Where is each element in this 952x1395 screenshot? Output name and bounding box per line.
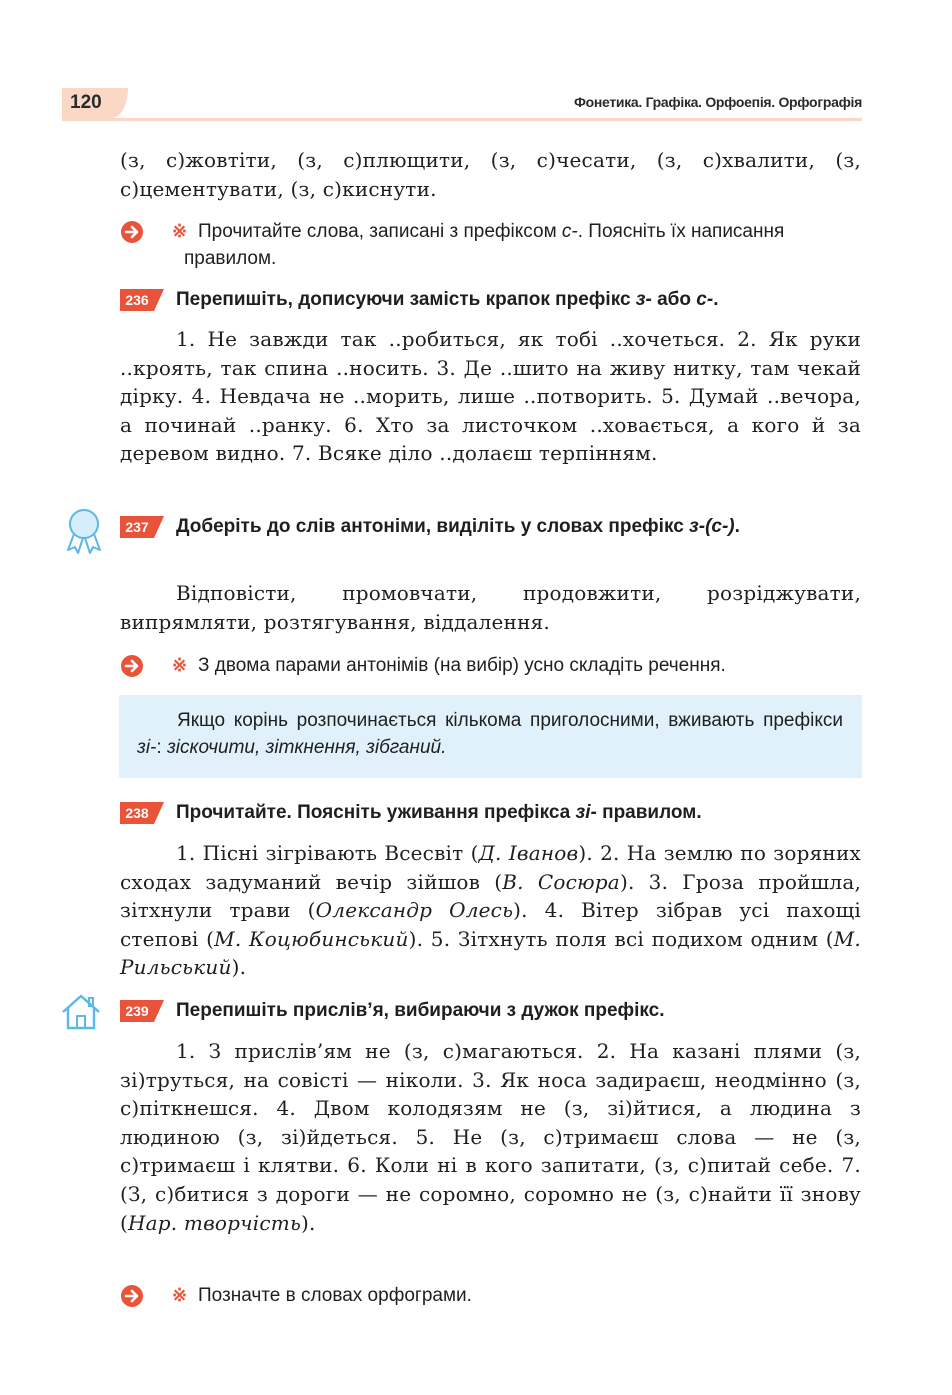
rule-examples: зіскочити, зіткнення, зібганий.: [166, 737, 447, 758]
task-instruction: [176, 800, 861, 825]
task-number: 237: [125, 519, 149, 535]
task-number-badge: [120, 1000, 164, 1022]
sentence: 1. Пісні зігрівають Всесвіт (: [176, 841, 479, 865]
running-title: Фонетика. Графіка. Орфоепія. Орфографія: [573, 94, 862, 110]
instruction-part: правилом.: [596, 802, 702, 823]
author-name: В. Сосюра: [502, 869, 620, 894]
house-icon: [60, 993, 102, 1031]
arrow-right-circle-icon: [120, 1284, 144, 1308]
proverbs: 1. З прислів’ям не (з, с)магаються. 2. На казані плями (з, зі)труться, на совісті — ніколи. 3. Як носа задираєш, неодмінно (з, с)піткнешся. 4. Двом колодязям не (з, зі)йтися, а людина з людиною (з, зі)йдеться. 5. Не (з, с)тримаєш слова — не (з, с)тримаєш і клятви. 6. Коли ні в кого запитати, (з, с)питай себе. 7. (З, с)битися з дороги — не соромно, соромно не (з, с)найти її знову (: [120, 1039, 861, 1235]
exercise-continuation: [120, 146, 861, 203]
note-text: Позначте в словах орфограми.: [198, 1285, 472, 1306]
note-text-part: . Поясніть їх написання правилом.: [184, 221, 785, 269]
sentence: ).: [231, 955, 247, 980]
note-text-part: Прочитайте слова, записані з префіксом: [198, 221, 562, 242]
author-name: Олександр Олесь: [315, 898, 514, 923]
sentence-end: ).: [301, 1210, 316, 1235]
task-mark-icon: ※: [172, 221, 188, 241]
rule-text: [137, 707, 843, 761]
task-instruction: [176, 514, 861, 539]
arrow-right-circle-icon: [120, 220, 144, 244]
task-number: 239: [125, 1003, 149, 1019]
task-number: 238: [125, 805, 149, 821]
task-instruction: Перепишіть прислів’я, вибираючи з дужок префікс.: [176, 1000, 665, 1021]
rule-text-part: Якщо корінь розпочинається кількома приголосними, вживають префікси: [177, 710, 843, 731]
instruction-prefix: зі-: [575, 802, 597, 823]
page-number: 120: [62, 88, 128, 118]
task-236-body: [120, 325, 861, 468]
sentence: ). 2. На землю по зоряних сходах задуманий вечір зійшов (: [120, 841, 861, 894]
task-238-header: [120, 800, 861, 825]
note-237: [120, 652, 861, 679]
word-list: (з, с)жовтіти, (з, с)плющити, (з, с)чесати, (з, с)хвалити, (з, с)цементувати, (з, с)киснути.: [120, 148, 861, 201]
note-239: [120, 1282, 861, 1309]
source-name: Нар. творчість: [128, 1210, 302, 1235]
task-instruction: [176, 287, 861, 312]
page-header: [62, 88, 862, 120]
note-prefix: с-: [561, 221, 578, 242]
instruction-prefix: с-: [696, 289, 714, 310]
task-237-header: [120, 514, 861, 539]
arrow-right-circle-icon: [120, 654, 144, 678]
rule-prefix: зі-: [137, 737, 157, 758]
instruction-part: або: [651, 289, 697, 310]
task-239-body: [120, 1037, 861, 1237]
sentence: ). 5. Зітхнуть поля всі подихом одним (: [408, 926, 834, 951]
author-name: М. Рильський: [120, 926, 861, 980]
sentence: ). 4. Вітер зібрав усі пахощі степові (: [120, 898, 862, 951]
poetry-text: [120, 839, 861, 982]
instruction-prefix: з-(с-): [689, 516, 735, 537]
task-number-badge: [120, 802, 164, 824]
instruction-part: Доберіть до слів антоніми, виділіть у словах префікс: [176, 516, 690, 537]
note-text: З двома парами антонімів (на вибір) усно складіть речення.: [198, 655, 726, 676]
header-rule: [62, 118, 862, 121]
note-intro: [120, 218, 861, 272]
instruction-part: Перепишіть, дописуючи замість крапок префікс: [176, 289, 636, 310]
instruction-part: Прочитайте. Поясніть уживання префікса: [176, 802, 576, 823]
task-mark-icon: ※: [172, 1285, 188, 1305]
note-text: [184, 218, 861, 272]
instruction-prefix: з-: [635, 289, 652, 310]
task-number-badge: [120, 289, 164, 311]
award-ribbon-icon: [64, 508, 104, 554]
task-number: 236: [125, 292, 149, 308]
author-name: М. Коцюбинський: [214, 926, 409, 951]
instruction-part: .: [713, 289, 719, 310]
words-text: Відповісти, промовчати, продовжити, розріджувати, випрямляти, розтягування, віддалення.: [120, 581, 861, 634]
sentence: ). 3. Гроза пройшла, зітхнули трави (: [120, 869, 862, 923]
task-238-body: [120, 839, 861, 982]
instruction-part: .: [734, 516, 740, 537]
rule-text-part: :: [156, 737, 167, 758]
proverbs-text: 1. Не завжди так ..робиться, як тобі ..хочеться. 2. Як руки ..кроять, так спина ..носить. 3. Де ..шито на живу нитку, там чекай дірку. 4. Невдача не ..морить, лише ..потворить. 5. Думай ..вечора, а починай ..ранку. 6. Хто за листочком ..ховається, а кого й за деревом видно. 7. Всяке діло ..долаєш терпінням.: [120, 327, 861, 466]
task-mark-icon: ※: [172, 655, 188, 675]
task-237-body: [120, 579, 861, 636]
task-239-header: [120, 998, 861, 1023]
proverbs-text: [120, 1037, 861, 1237]
author-name: Д. Іванов: [478, 841, 579, 865]
task-number-badge: [120, 516, 164, 538]
task-236-header: [120, 287, 861, 312]
rule-box: [119, 695, 862, 778]
